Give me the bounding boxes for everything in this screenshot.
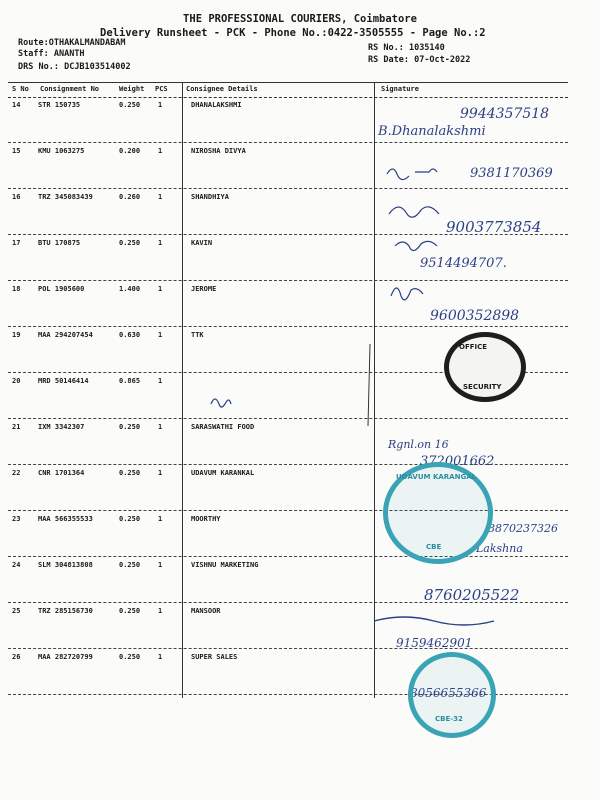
- row-pcs: 1: [158, 147, 163, 155]
- row-sno: 25: [12, 607, 21, 615]
- row-pcs: 1: [158, 377, 163, 385]
- staff-value: ANANTH: [53, 49, 85, 59]
- row-consignee: VISHNU MARKETING: [191, 561, 259, 569]
- row-sno: 17: [12, 239, 21, 247]
- row-weight: 0.250: [119, 515, 141, 523]
- row-weight: 0.630: [119, 331, 141, 339]
- row-weight: 0.250: [119, 469, 141, 477]
- row-sno: 14: [12, 101, 21, 109]
- row-consignment: MAA 566355533: [38, 515, 93, 523]
- row-consignment: TRZ 285156730: [38, 607, 93, 615]
- row-consignee: SHANDHIYA: [191, 193, 229, 201]
- row-weight: 0.250: [119, 561, 141, 569]
- row-consignee: MANSOOR: [191, 607, 221, 615]
- row-consignment: IXM 3342307: [38, 423, 85, 431]
- route-line: [18, 38, 125, 48]
- row-sno: 24: [12, 561, 21, 569]
- handwritten-phone: 8870237326: [488, 522, 558, 535]
- handwritten-phone: 8056655366: [410, 686, 487, 700]
- rs-no-value: 1035140: [408, 43, 445, 53]
- row-consignee: NIROSHA DIVYA: [191, 147, 246, 155]
- row-pcs: 1: [158, 285, 163, 293]
- route-label: Route:: [18, 38, 49, 48]
- row-consignment: CNR 1701364: [38, 469, 85, 477]
- row-sno: 21: [12, 423, 21, 431]
- col-sno: S No: [12, 85, 29, 93]
- drs-value: DCJB103514002: [64, 62, 131, 72]
- row-consignee: TTK: [191, 331, 204, 339]
- handwritten-phone: 8760205522: [424, 586, 520, 604]
- company-title: THE PROFESSIONAL COURIERS, Coimbatore: [183, 13, 417, 25]
- handwritten-phone: 9944357518: [460, 106, 550, 122]
- row-sno: 15: [12, 147, 21, 155]
- rs-no-label: RS No.:: [368, 43, 404, 53]
- signature-mark-15: [387, 169, 437, 180]
- row-sno: 20: [12, 377, 21, 385]
- udavum-stamp-top: UDAVUM KARANGAL: [396, 473, 477, 481]
- handwritten-signature: B.Dhanalakshmi: [378, 124, 486, 139]
- row-pcs: 1: [158, 607, 163, 615]
- signature-mark-20: [205, 388, 235, 412]
- table-header: [8, 82, 568, 98]
- row-pcs: 1: [158, 515, 163, 523]
- col-signature: Signature: [381, 85, 419, 93]
- row-weight: 0.250: [119, 653, 141, 661]
- row-pcs: 1: [158, 469, 163, 477]
- row-consignment: SLM 304813808: [38, 561, 93, 569]
- row-pcs: 1: [158, 193, 163, 201]
- row-pcs: 1: [158, 423, 163, 431]
- row-weight: 0.865: [119, 377, 141, 385]
- row-consignment: STR 150735: [38, 101, 81, 109]
- signature-mark-17: [395, 241, 437, 250]
- row-consignee: SUPER SALES: [191, 653, 238, 661]
- signature-mark-25: [370, 605, 570, 635]
- handwritten-phone: 9003773854: [446, 218, 542, 236]
- row-sno: 18: [12, 285, 21, 293]
- handwritten-signature: Lakshna: [476, 542, 523, 555]
- cbe-stamp: [408, 652, 496, 738]
- col-pcs: PCS: [155, 85, 168, 93]
- row-consignee: SARASWATHI FOOD: [191, 423, 255, 431]
- row-weight: 0.250: [119, 607, 141, 615]
- handwritten-phone: 9159462901: [396, 636, 473, 650]
- security-stamp-bottom: SECURITY: [463, 383, 502, 391]
- udavum-karangal-stamp: [383, 462, 493, 564]
- handwritten-phone: 9514494707.: [420, 256, 507, 271]
- row-consignment: TRZ 345083439: [38, 193, 93, 201]
- col-weight: Weight: [119, 85, 145, 93]
- handwritten-phone: 9381170369: [470, 166, 553, 181]
- row-consignment: MRD 50146414: [38, 377, 89, 385]
- row-consignment: POL 1905600: [38, 285, 85, 293]
- row-weight: 0.250: [119, 101, 141, 109]
- handwritten-phone: 9600352898: [430, 308, 520, 324]
- rs-date-line: [368, 55, 470, 65]
- row-pcs: 1: [158, 331, 163, 339]
- row-weight: 0.200: [119, 147, 141, 155]
- row-weight: 0.260: [119, 193, 141, 201]
- row-pcs: 1: [158, 561, 163, 569]
- rs-date-value: 07-Oct-2022: [414, 55, 471, 65]
- handwritten-note: Rgnl.on 16: [388, 438, 449, 451]
- staff-label: Staff:: [18, 49, 49, 59]
- col-consignment: Consignment No: [40, 85, 100, 93]
- margin-line: [360, 340, 380, 430]
- runsheet-subtitle: Delivery Runsheet - PCK - Phone No.:0422-3505555 - Page No.:2: [100, 27, 486, 39]
- row-sno: 19: [12, 331, 21, 339]
- row-pcs: 1: [158, 101, 163, 109]
- route-value: OTHAKALMANDABAM: [48, 38, 126, 48]
- rs-no-line: [368, 43, 445, 53]
- row-consignment: BTU 170875: [38, 239, 81, 247]
- row-consignee: MOORTHY: [191, 515, 221, 523]
- row-consignee: DHANALAKSHMI: [191, 101, 242, 109]
- drs-label: DRS No.:: [18, 62, 59, 72]
- udavum-stamp-bottom: CBE: [426, 543, 442, 551]
- col-consignee: Consignee Details: [186, 85, 258, 93]
- row-consignee: JEROME: [191, 285, 217, 293]
- handwritten-phone: 372001662: [420, 454, 495, 469]
- row-weight: 1.400: [119, 285, 141, 293]
- row-weight: 0.250: [119, 239, 141, 247]
- row-consignment: KMU 1063275: [38, 147, 85, 155]
- signature-mark-18: [391, 288, 423, 300]
- row-sno: 26: [12, 653, 21, 661]
- drs-line: [18, 62, 131, 72]
- row-pcs: 1: [158, 653, 163, 661]
- security-stamp-top: OFFICE: [459, 343, 488, 351]
- cbe-stamp-text: CBE-32: [435, 715, 463, 723]
- row-sno: 23: [12, 515, 21, 523]
- row-sno: 16: [12, 193, 21, 201]
- row-pcs: 1: [158, 239, 163, 247]
- row-weight: 0.250: [119, 423, 141, 431]
- row-consignee: UDAVUM KARANKAL: [191, 469, 255, 477]
- signature-mark-16: [389, 207, 439, 217]
- row-sno: 22: [12, 469, 21, 477]
- staff-line: [18, 49, 85, 59]
- row-consignment: MAA 282720799: [38, 653, 93, 661]
- row-consignment: MAA 294207454: [38, 331, 93, 339]
- rs-date-label: RS Date:: [368, 55, 409, 65]
- security-stamp: [444, 332, 526, 402]
- row-consignee: KAVIN: [191, 239, 213, 247]
